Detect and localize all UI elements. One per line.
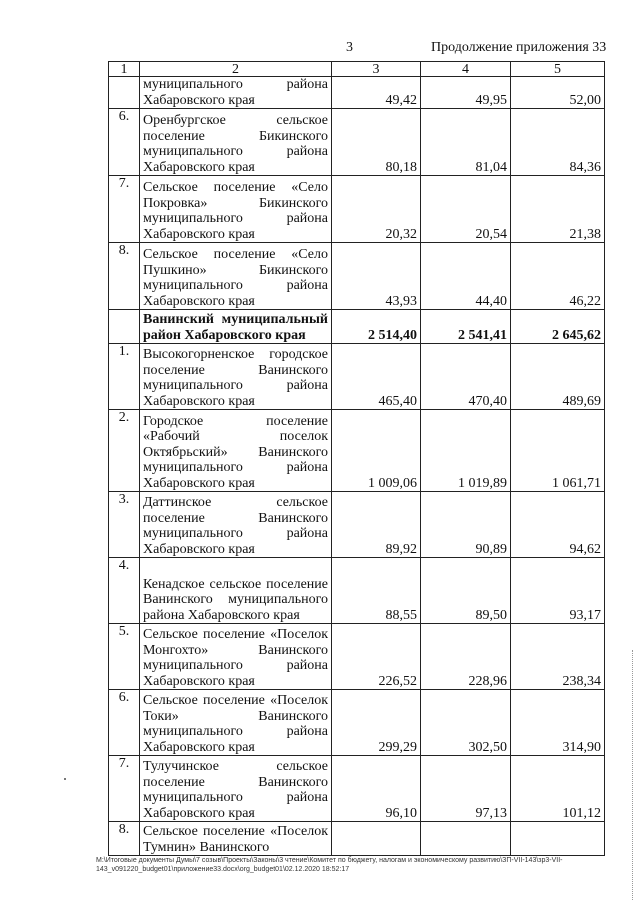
row-number: 1. [109, 344, 140, 410]
table-row [109, 109, 605, 176]
value-col4 [421, 822, 511, 856]
row-name: Ванинский муниципальный район Хабаровского края [140, 310, 332, 344]
row-number: 6. [109, 109, 140, 176]
row-number [109, 310, 140, 344]
table-row [109, 310, 605, 344]
value-col5: 2 645,62 [511, 310, 605, 344]
value-col4: 228,96 [421, 624, 511, 690]
continuation-title: Продолжение приложения 33 [431, 40, 607, 55]
column-header: 5 [511, 62, 605, 77]
row-number: 5. [109, 624, 140, 690]
value-col4: 49,95 [421, 77, 511, 109]
value-col5 [511, 822, 605, 856]
table-body [109, 77, 605, 856]
value-col5: 489,69 [511, 344, 605, 410]
table-row [109, 410, 605, 492]
row-name: Высокогорненское городское поселение Ванинского муниципального района Хабаровского края [140, 344, 332, 410]
value-col3: 89,92 [332, 492, 421, 558]
row-name: Оренбургское сельское поселение Бикинского муниципального района Хабаровского края [140, 109, 332, 176]
table-row [109, 756, 605, 822]
row-name: Сельское поселение «Село Покровка» Бикинского муниципального района Хабаровского края [140, 176, 332, 243]
page-number: 3 [346, 40, 353, 55]
row-number: 6. [109, 690, 140, 756]
value-col4: 90,89 [421, 492, 511, 558]
table-header-row [109, 62, 605, 77]
value-col3: 226,52 [332, 624, 421, 690]
row-name: Сельское поселение «Поселок Монгохто» Ванинского муниципального района Хабаровского края [140, 624, 332, 690]
row-number: 4. [109, 558, 140, 624]
column-header: 3 [332, 62, 421, 77]
column-header: 2 [140, 62, 332, 77]
value-col4: 81,04 [421, 109, 511, 176]
row-name: Сельское поселение «Поселок Тумнин» Ванинского [140, 822, 332, 856]
value-col3: 465,40 [332, 344, 421, 410]
value-col5: 46,22 [511, 243, 605, 310]
table-row [109, 690, 605, 756]
value-col3 [332, 822, 421, 856]
row-number: 3. [109, 492, 140, 558]
value-col3: 1 009,06 [332, 410, 421, 492]
row-name: Тулучинское сельское поселение Ванинского муниципального района Хабаровского края [140, 756, 332, 822]
scan-artifact-line [632, 650, 634, 900]
value-col5: 94,62 [511, 492, 605, 558]
table-row [109, 492, 605, 558]
value-col5: 1 061,71 [511, 410, 605, 492]
value-col4: 44,40 [421, 243, 511, 310]
table-row [109, 822, 605, 856]
row-number: 7. [109, 176, 140, 243]
row-name: Кенадское сельское поселение Ванинского муниципального района Хабаровского края [140, 558, 332, 624]
value-col3: 20,32 [332, 176, 421, 243]
value-col3: 2 514,40 [332, 310, 421, 344]
value-col4: 20,54 [421, 176, 511, 243]
value-col5: 52,00 [511, 77, 605, 109]
row-number: 7. [109, 756, 140, 822]
value-col5: 21,38 [511, 176, 605, 243]
row-number: 8. [109, 243, 140, 310]
value-col5: 314,90 [511, 690, 605, 756]
value-col4: 1 019,89 [421, 410, 511, 492]
footer-file-path: M:\Итоговые документы Думы\7 созыв\Проекты\Законы\3 чтение\Комитет по бюджету, налогам и экономическому развитию\ЗП-VII-143\зр3-VII-143_v091220_budget01\приложение33.docx\org_budget01\02.12.2020 18:52:17 [96, 857, 563, 873]
row-number [109, 77, 140, 109]
row-name: муниципального района Хабаровского края [140, 77, 332, 109]
value-col5: 101,12 [511, 756, 605, 822]
value-col4: 2 541,41 [421, 310, 511, 344]
column-header: 1 [109, 62, 140, 77]
table-row [109, 243, 605, 310]
value-col5: 93,17 [511, 558, 605, 624]
row-number: 2. [109, 410, 140, 492]
value-col3: 299,29 [332, 690, 421, 756]
table-row [109, 77, 605, 109]
value-col3: 49,42 [332, 77, 421, 109]
table-row [109, 558, 605, 624]
table-row [109, 176, 605, 243]
table-row [109, 624, 605, 690]
data-table [108, 61, 605, 856]
value-col5: 84,36 [511, 109, 605, 176]
row-name: Сельское поселение «Село Пушкино» Бикинского муниципального района Хабаровского края [140, 243, 332, 310]
value-col3: 80,18 [332, 109, 421, 176]
table-row [109, 344, 605, 410]
row-name: Даттинское сельское поселение Ванинского муниципального района Хабаровского края [140, 492, 332, 558]
value-col3: 96,10 [332, 756, 421, 822]
value-col4: 97,13 [421, 756, 511, 822]
column-header: 4 [421, 62, 511, 77]
value-col3: 88,55 [332, 558, 421, 624]
scan-artifact-dot [64, 778, 66, 780]
value-col4: 89,50 [421, 558, 511, 624]
value-col4: 302,50 [421, 690, 511, 756]
row-name: Городское поселение «Рабочий поселок Октябрьский» Ванинского муниципального района Хабаровского края [140, 410, 332, 492]
value-col3: 43,93 [332, 243, 421, 310]
value-col5: 238,34 [511, 624, 605, 690]
row-number: 8. [109, 822, 140, 856]
value-col4: 470,40 [421, 344, 511, 410]
row-name: Сельское поселение «Поселок Токи» Ванинского муниципального района Хабаровского края [140, 690, 332, 756]
